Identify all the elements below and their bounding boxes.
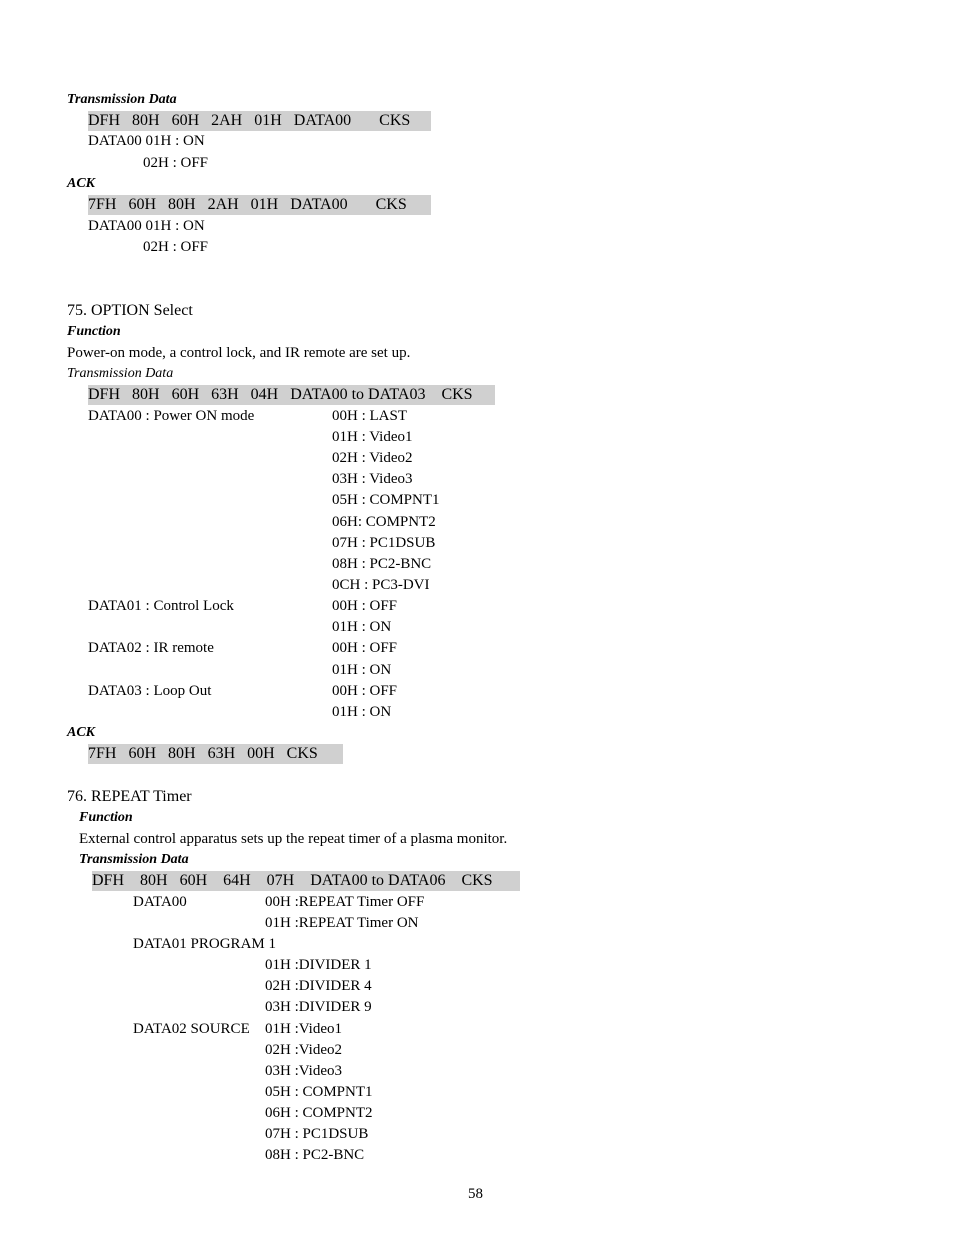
data-value: 02H : Video2 (332, 450, 413, 466)
data-value: 01H : ON (332, 704, 392, 720)
data-value: 00H : OFF (332, 640, 398, 656)
transmission-command-bar: DFH 80H 60H 63H 04H DATA00 to DATA03 CKS (88, 385, 495, 405)
data-value: 01H : Video1 (332, 429, 413, 445)
data-line: 02H : OFF (143, 239, 209, 255)
data-value: 01H :Video1 (265, 1021, 343, 1037)
data-value: 08H : PC2-BNC (265, 1147, 365, 1163)
section-heading-option-select: 75. OPTION Select (67, 302, 193, 319)
function-label: Function (79, 810, 133, 825)
data-value: 08H : PC2-BNC (332, 556, 432, 572)
data-value: 05H : COMPNT1 (265, 1084, 373, 1100)
data-value: 00H :REPEAT Timer OFF (265, 894, 425, 910)
ack-label: ACK (67, 176, 96, 191)
data-value: 01H :DIVIDER 1 (265, 957, 372, 973)
data-label: DATA02 : IR remote (88, 640, 214, 656)
data-value: 02H :DIVIDER 4 (265, 978, 372, 994)
data-value: 01H :REPEAT Timer ON (265, 915, 419, 931)
ack-label: ACK (67, 725, 96, 740)
function-label: Function (67, 324, 121, 339)
data-value: 03H :DIVIDER 9 (265, 999, 372, 1015)
data-value: 00H : LAST (332, 408, 407, 424)
transmission-data-label: Transmission Data (67, 366, 174, 381)
data-value: 00H : OFF (332, 683, 398, 699)
transmission-command-bar: DFH 80H 60H 2AH 01H DATA00 CKS (88, 111, 431, 131)
function-description: External control apparatus sets up the repeat timer of a plasma monitor. (79, 831, 508, 847)
data-label: DATA01 PROGRAM 1 (133, 936, 276, 952)
data-label: DATA03 : Loop Out (88, 683, 212, 699)
transmission-data-label: Transmission Data (67, 92, 177, 107)
data-value: 02H :Video2 (265, 1042, 343, 1058)
data-line: 02H : OFF (143, 155, 209, 171)
data-label: DATA00 : Power ON mode (88, 408, 255, 424)
section-heading-repeat-timer: 76. REPEAT Timer (67, 788, 192, 805)
page-number: 58 (468, 1186, 483, 1202)
data-label: DATA02 SOURCE (133, 1021, 250, 1037)
transmission-command-bar: DFH 80H 60H 64H 07H DATA00 to DATA06 CKS (92, 871, 520, 891)
data-value: 07H : PC1DSUB (265, 1126, 369, 1142)
data-line: DATA00 01H : ON (88, 133, 205, 149)
function-description: Power-on mode, a control lock, and IR remote are set up. (67, 345, 411, 361)
data-label: DATA00 (133, 894, 187, 910)
ack-command-bar: 7FH 60H 80H 2AH 01H DATA00 CKS (88, 195, 431, 215)
data-value: 06H : COMPNT2 (265, 1105, 373, 1121)
data-value: 05H : COMPNT1 (332, 492, 440, 508)
ack-command-bar: 7FH 60H 80H 63H 00H CKS (88, 744, 343, 764)
data-value: 06H: COMPNT2 (332, 514, 436, 530)
data-value: 01H : ON (332, 619, 392, 635)
data-value: 03H :Video3 (265, 1063, 343, 1079)
data-value: 03H : Video3 (332, 471, 413, 487)
data-label: DATA01 : Control Lock (88, 598, 234, 614)
data-line: DATA00 01H : ON (88, 218, 205, 234)
data-value: 07H : PC1DSUB (332, 535, 436, 551)
transmission-data-label: Transmission Data (79, 852, 189, 867)
data-value: 00H : OFF (332, 598, 398, 614)
data-value: 01H : ON (332, 662, 392, 678)
data-value: 0CH : PC3-DVI (332, 577, 430, 593)
